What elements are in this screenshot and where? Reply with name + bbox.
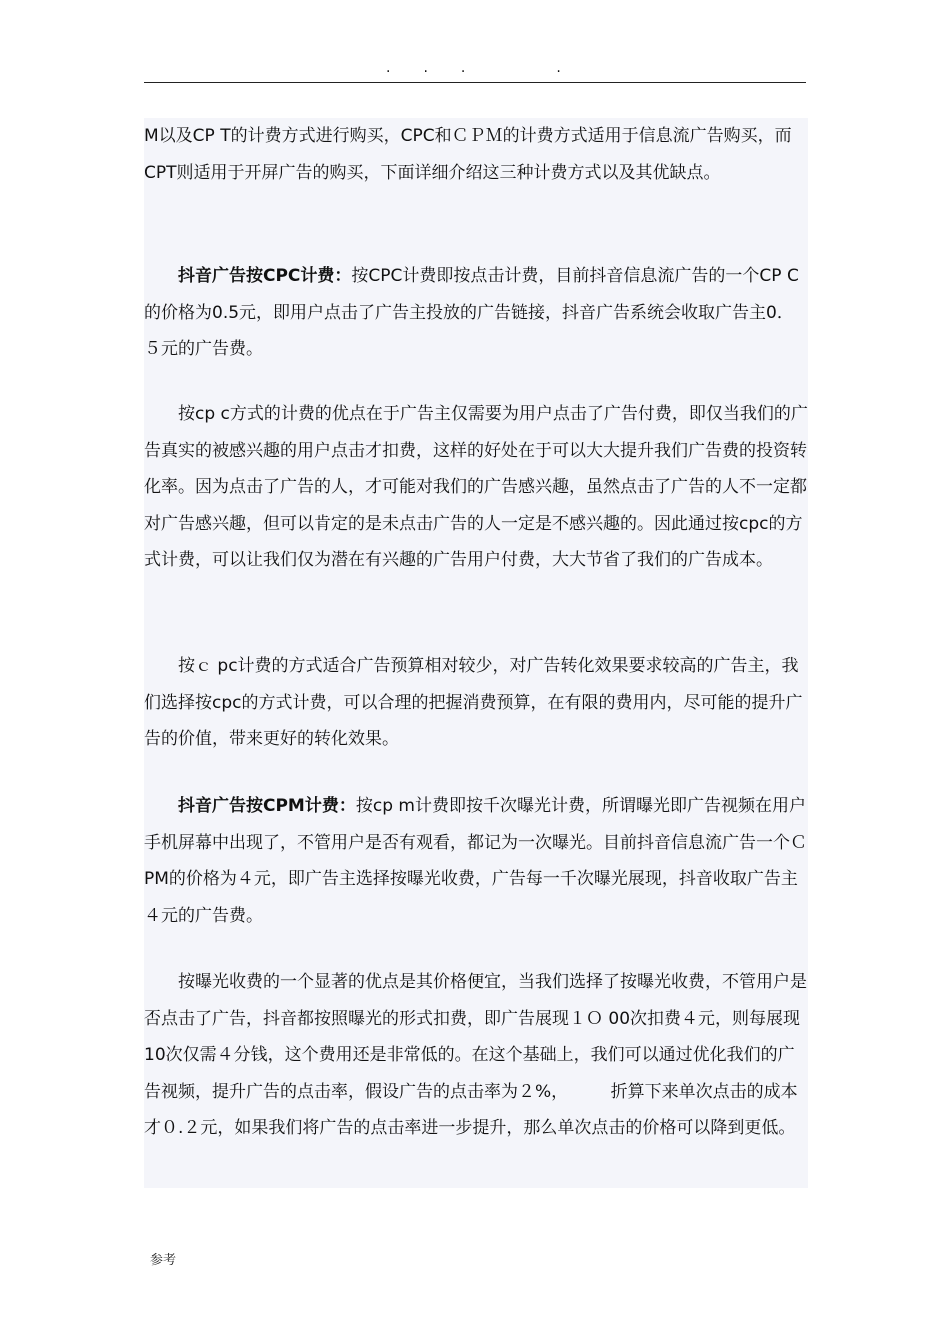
paragraph-text: 按cp m计费即按千次曝光计费，所谓曝光即广告视频在用户手机屏幕中出现了，不管用户是否有观看，都记为一次曝光。目前抖音信息流广告一个Ｃ PM的价格为４元，即广告主选择按曝光收费，广告每一千次曝光展现，抖音收取广告主４元的广告费。 <box>144 796 807 926</box>
paragraph-cpc-advantage <box>144 396 808 579</box>
footer-label: 参考 <box>150 1253 177 1268</box>
paragraph-lead: 抖音广告按CPC计费： <box>178 266 352 286</box>
paragraph-text: 按ｃ pc计费的方式适合广告预算相对较少，对广告转化效果要求较高的广告主，我们选择按cpc的方式计费，可以合理的把握消费预算，在有限的费用内，尽可能的提升广告的价值，带来更好的转化效果。 <box>144 656 803 749</box>
paragraph-intro <box>144 118 808 191</box>
paragraph-cpc-fit <box>144 648 808 758</box>
header-dot: . <box>556 60 561 76</box>
header-dot: . <box>460 60 466 76</box>
paragraph-cpc <box>144 258 808 368</box>
header-dot: . <box>423 60 428 76</box>
paragraph-lead: 抖音广告按CPM计费： <box>178 796 356 816</box>
header-dots <box>386 60 561 76</box>
paragraph-text: 按曝光收费的一个显著的优点是其价格便宜，当我们选择了按曝光收费，不管用户是否点击了广告，抖音都按照曝光的形式扣费，即广告展现１Ｏ 00次扣费４元，则每展现10次仅需４分钱，这个费用还是非常低的。在这个基础上，我们可以通过优化我们的广告视频，提升广告的点击率，假设广告的点击率为２%， 折算下来单次点击的成本才０.２元，如果我们将广告的点击率进一步提升，那么单次点击的价格可以降到更低。 <box>144 972 807 1138</box>
paragraph-text: 按CPC计费即按点击计费，目前抖音信息流广告的一个CP C的价格为0.5元，即用户点击了广告主投放的广告链接，抖音广告系统会收取广告主0．５元的广告费。 <box>144 266 799 359</box>
paragraph-cpm-advantage <box>144 964 808 1147</box>
paragraph-text: 按cp c方式的计费的优点在于广告主仅需要为用户点击了广告付费，即仅当我们的广告真实的被感兴趣的用户点击才扣费，这样的好处在于可以大大提升我们广告费的投资转化率。因为点击了广告的人，才可能对我们的广告感兴趣，虽然点击了广告的人不一定都对广告感兴趣，但可以肯定的是未点击广告的人一定是不感兴趣的。因此通过按cpc的方式计费，可以让我们仅为潜在有兴趣的广告用户付费，大大节省了我们的广告成本。 <box>144 404 808 570</box>
paragraph-text: M以及CP T的计费方式进行购买，CPC和ＣＰＭ的计费方式适用于信息流广告购买，而CPT则适用于开屏广告的购买，下面详细介绍这三种计费方式以及其优缺点。 <box>144 126 792 183</box>
header-rule <box>144 82 806 83</box>
header-dot: . <box>386 60 391 76</box>
paragraph-cpm <box>144 788 808 934</box>
